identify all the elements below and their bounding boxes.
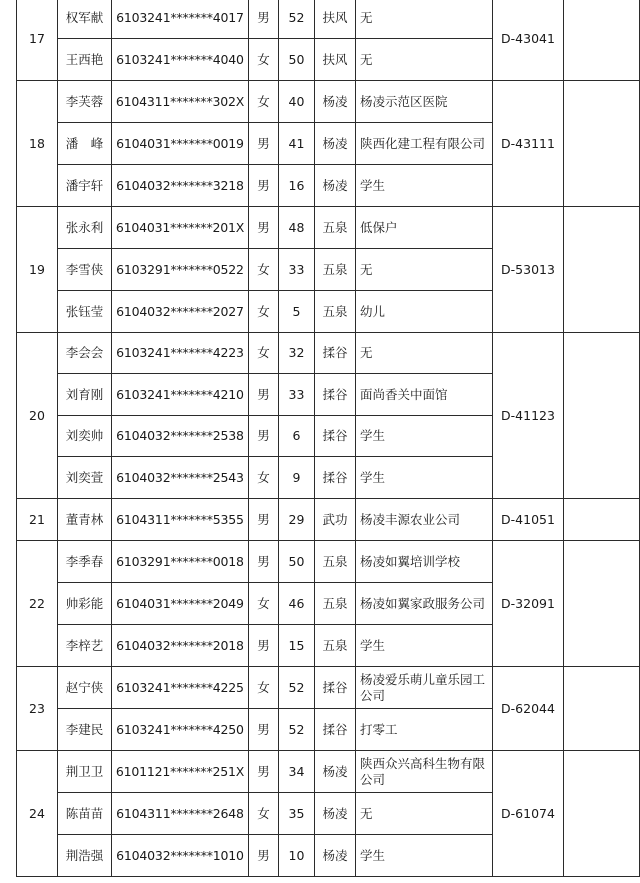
member-town: 扶风: [315, 39, 356, 81]
member-town: 揉谷: [315, 333, 356, 374]
member-workplace: 学生: [356, 165, 493, 207]
remarks-cell: [564, 499, 640, 541]
household-number: 24: [17, 751, 58, 877]
member-sex: 女: [249, 333, 279, 374]
housing-code: D-53013: [493, 207, 564, 333]
member-id-number: 6103241*******4223: [112, 333, 249, 374]
member-id-number: 6104032*******2543: [112, 457, 249, 499]
member-id-number: 6103291*******0018: [112, 541, 249, 583]
member-workplace: 杨凌示范区医院: [356, 81, 493, 123]
member-workplace: 打零工: [356, 709, 493, 751]
member-sex: 男: [249, 165, 279, 207]
member-age: 46: [279, 583, 315, 625]
member-sex: 女: [249, 667, 279, 709]
remarks-cell: [564, 207, 640, 333]
member-town: 杨凌: [315, 751, 356, 793]
member-id-number: 6103241*******4250: [112, 709, 249, 751]
table-row: [17, 751, 640, 793]
housing-code: D-32091: [493, 541, 564, 667]
remarks-cell: [564, 81, 640, 207]
member-age: 6: [279, 416, 315, 457]
member-workplace: 无: [356, 0, 493, 39]
member-age: 40: [279, 81, 315, 123]
member-age: 16: [279, 165, 315, 207]
member-name: 刘奕帅: [58, 416, 112, 457]
member-town: 扶风: [315, 0, 356, 39]
table-row: [17, 207, 640, 249]
member-id-number: 6101121*******251X: [112, 751, 249, 793]
member-id-number: 6103241*******4225: [112, 667, 249, 709]
member-workplace: 学生: [356, 457, 493, 499]
member-town: 五泉: [315, 207, 356, 249]
member-workplace: 陕西化建工程有限公司: [356, 123, 493, 165]
member-name: 王西艳: [58, 39, 112, 81]
table-row: [17, 667, 640, 709]
member-age: 33: [279, 374, 315, 416]
member-workplace: 杨凌爱乐萌儿童乐园工公司: [356, 667, 493, 709]
remarks-cell: [564, 541, 640, 667]
member-town: 揉谷: [315, 416, 356, 457]
member-sex: 男: [249, 123, 279, 165]
housing-code: D-62044: [493, 667, 564, 751]
member-workplace: 杨凌丰源农业公司: [356, 499, 493, 541]
member-town: 五泉: [315, 249, 356, 291]
member-id-number: 6103241*******4017: [112, 0, 249, 39]
member-sex: 女: [249, 81, 279, 123]
member-age: 50: [279, 39, 315, 81]
member-age: 52: [279, 667, 315, 709]
member-name: 荆卫卫: [58, 751, 112, 793]
household-number: 17: [17, 0, 58, 81]
member-age: 33: [279, 249, 315, 291]
member-sex: 女: [249, 291, 279, 333]
member-name: 李梓艺: [58, 625, 112, 667]
member-name: 董青林: [58, 499, 112, 541]
member-town: 五泉: [315, 541, 356, 583]
member-id-number: 6104311*******302X: [112, 81, 249, 123]
member-town: 杨凌: [315, 793, 356, 835]
member-age: 32: [279, 333, 315, 374]
member-name: 张钰莹: [58, 291, 112, 333]
member-name: 潘 峰: [58, 123, 112, 165]
member-id-number: 6104031*******201X: [112, 207, 249, 249]
member-sex: 男: [249, 625, 279, 667]
member-workplace: 幼儿: [356, 291, 493, 333]
member-name: 刘奕萱: [58, 457, 112, 499]
household-number: 22: [17, 541, 58, 667]
member-name: 陈苗苗: [58, 793, 112, 835]
remarks-cell: [564, 333, 640, 499]
member-id-number: 6103241*******4040: [112, 39, 249, 81]
household-number: 19: [17, 207, 58, 333]
member-sex: 男: [249, 541, 279, 583]
member-sex: 女: [249, 249, 279, 291]
household-number: 18: [17, 81, 58, 207]
member-name: 潘宇轩: [58, 165, 112, 207]
member-id-number: 6104031*******0019: [112, 123, 249, 165]
member-id-number: 6103241*******4210: [112, 374, 249, 416]
member-name: 赵宁侠: [58, 667, 112, 709]
member-name: 刘育刚: [58, 374, 112, 416]
table-row: [17, 333, 640, 374]
member-sex: 男: [249, 751, 279, 793]
member-id-number: 6104032*******2538: [112, 416, 249, 457]
housing-code: D-41123: [493, 333, 564, 499]
member-sex: 男: [249, 835, 279, 877]
member-age: 10: [279, 835, 315, 877]
member-id-number: 6104311*******5355: [112, 499, 249, 541]
member-workplace: 学生: [356, 625, 493, 667]
member-workplace: 陕西众兴高科生物有限公司: [356, 751, 493, 793]
member-sex: 男: [249, 499, 279, 541]
member-town: 杨凌: [315, 835, 356, 877]
remarks-cell: [564, 0, 640, 81]
member-town: 五泉: [315, 583, 356, 625]
member-town: 杨凌: [315, 123, 356, 165]
household-number: 21: [17, 499, 58, 541]
member-town: 揉谷: [315, 667, 356, 709]
member-sex: 女: [249, 457, 279, 499]
member-age: 52: [279, 709, 315, 751]
member-name: 李芙蓉: [58, 81, 112, 123]
member-workplace: 面尚香关中面馆: [356, 374, 493, 416]
member-age: 5: [279, 291, 315, 333]
member-id-number: 6104032*******3218: [112, 165, 249, 207]
member-name: 李季春: [58, 541, 112, 583]
table-row: [17, 499, 640, 541]
member-age: 35: [279, 793, 315, 835]
member-id-number: 6104311*******2648: [112, 793, 249, 835]
table-row: [17, 0, 640, 39]
member-workplace: 杨凌如翼培训学校: [356, 541, 493, 583]
member-sex: 男: [249, 709, 279, 751]
member-town: 武功: [315, 499, 356, 541]
member-id-number: 6103291*******0522: [112, 249, 249, 291]
member-sex: 女: [249, 583, 279, 625]
member-sex: 女: [249, 39, 279, 81]
member-town: 揉谷: [315, 709, 356, 751]
member-town: 揉谷: [315, 457, 356, 499]
member-age: 9: [279, 457, 315, 499]
member-id-number: 6104032*******2018: [112, 625, 249, 667]
member-name: 荆浩强: [58, 835, 112, 877]
member-age: 15: [279, 625, 315, 667]
member-id-number: 6104032*******1010: [112, 835, 249, 877]
member-workplace: 无: [356, 39, 493, 81]
household-number: 20: [17, 333, 58, 499]
member-age: 48: [279, 207, 315, 249]
member-sex: 男: [249, 374, 279, 416]
table-row: [17, 81, 640, 123]
member-name: 权军献: [58, 0, 112, 39]
member-age: 41: [279, 123, 315, 165]
member-sex: 男: [249, 416, 279, 457]
member-id-number: 6104031*******2049: [112, 583, 249, 625]
member-name: 李建民: [58, 709, 112, 751]
member-age: 52: [279, 0, 315, 39]
member-town: 杨凌: [315, 81, 356, 123]
member-sex: 女: [249, 793, 279, 835]
housing-code: D-43041: [493, 0, 564, 81]
member-workplace: 学生: [356, 416, 493, 457]
member-id-number: 6104032*******2027: [112, 291, 249, 333]
member-town: 揉谷: [315, 374, 356, 416]
member-workplace: 无: [356, 333, 493, 374]
member-sex: 男: [249, 207, 279, 249]
member-workplace: 无: [356, 793, 493, 835]
member-workplace: 学生: [356, 835, 493, 877]
member-town: 杨凌: [315, 165, 356, 207]
member-town: 五泉: [315, 291, 356, 333]
member-name: 李会会: [58, 333, 112, 374]
housing-code: D-61074: [493, 751, 564, 877]
member-workplace: 低保户: [356, 207, 493, 249]
housing-code: D-43111: [493, 81, 564, 207]
member-age: 34: [279, 751, 315, 793]
remarks-cell: [564, 667, 640, 751]
member-town: 五泉: [315, 625, 356, 667]
member-name: 李雪侠: [58, 249, 112, 291]
member-name: 张永利: [58, 207, 112, 249]
household-number: 23: [17, 667, 58, 751]
table-row: [17, 541, 640, 583]
housing-code: D-41051: [493, 499, 564, 541]
remarks-cell: [564, 751, 640, 877]
member-sex: 男: [249, 0, 279, 39]
member-workplace: 无: [356, 249, 493, 291]
member-age: 50: [279, 541, 315, 583]
member-name: 帅彩能: [58, 583, 112, 625]
member-age: 29: [279, 499, 315, 541]
member-workplace: 杨凌如翼家政服务公司: [356, 583, 493, 625]
household-table-body: [17, 0, 640, 877]
household-table: [16, 0, 640, 877]
